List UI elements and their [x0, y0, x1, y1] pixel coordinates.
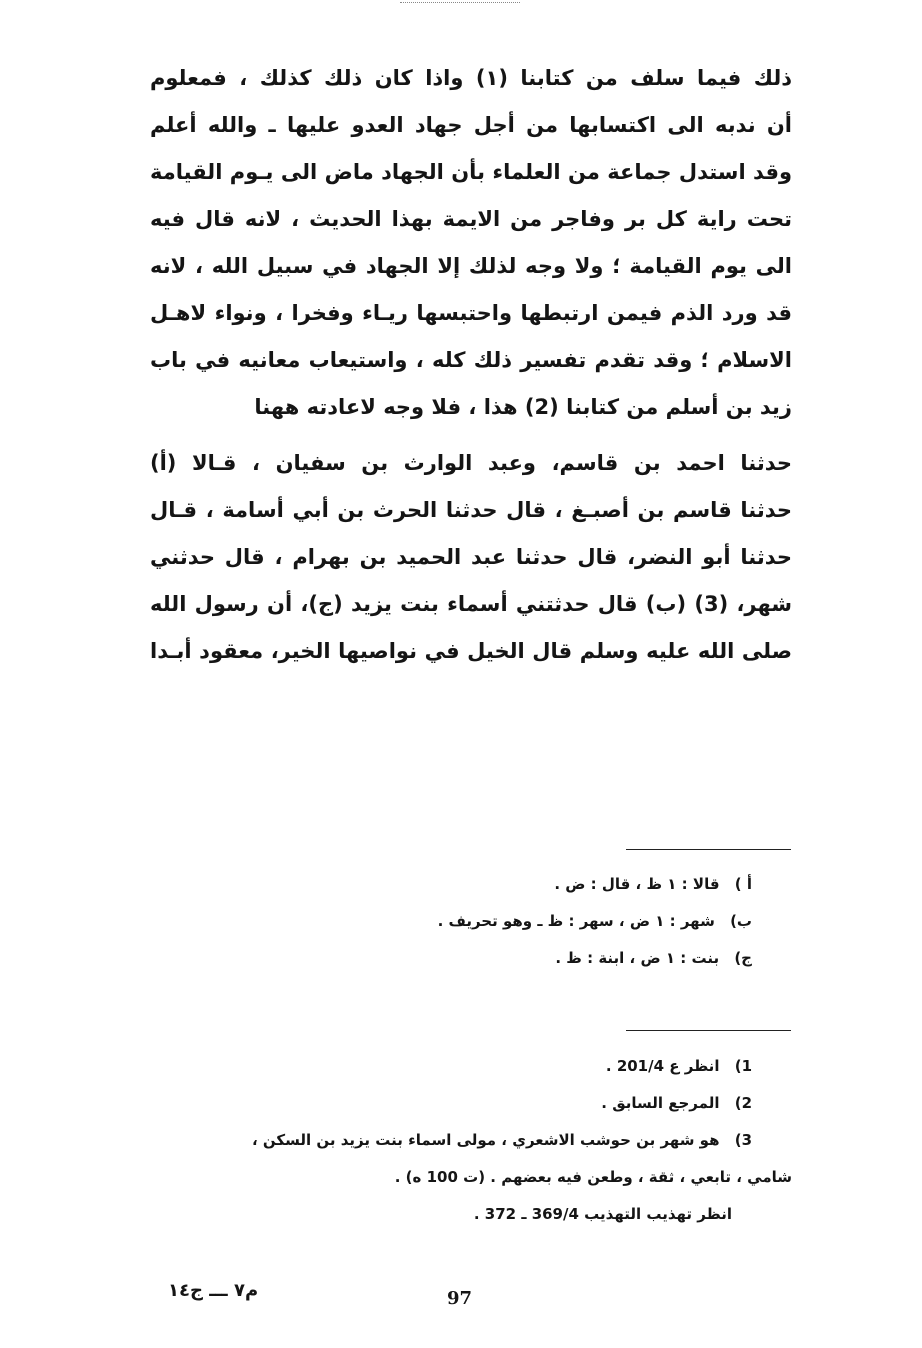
text-line: الى يوم القيامة ؛ ولا وجه لذلك إلا الجهاد في سبيل الله ، لانه: [150, 254, 792, 278]
footnote-divider: [626, 849, 791, 850]
text-line: وقد استدل جماعة من العلماء بأن الجهاد ماض الى يـوم القيامة: [150, 160, 792, 184]
text-line: أن ندبه الى اكتسابها من أجل جهاد العدو عليها ـ والله أعلم: [150, 113, 792, 137]
footnote: [438, 903, 752, 940]
footnote-continuation: [132, 1159, 792, 1196]
body-paragraph-2: [150, 440, 792, 675]
text-line: صلى الله عليه وسلم قال الخيل في نواصيها الخير، معقود أبـدا: [150, 639, 792, 663]
footnote-marker: أ ): [734, 875, 752, 893]
footnote-divider: [626, 1030, 791, 1031]
footnote-text: قالا : ١ ظ ، قال : ض .: [554, 875, 720, 893]
footnote-marker: ج): [734, 949, 752, 967]
footnote-marker: 2): [734, 1094, 752, 1112]
footnote-marker: 3): [734, 1131, 752, 1149]
reference-notes: [132, 1048, 792, 1233]
top-edge-mark: [400, 2, 520, 3]
footnote-text: شهر : ١ ض ، سهر : ظ ـ وهو تحريف .: [437, 912, 715, 930]
footnote: [438, 866, 752, 903]
page-number: 97: [447, 1288, 473, 1309]
text-line: قد ورد الذم فيمن ارتبطها واحتبسها ريـاء وفخرا ، ونواء لاهـل: [150, 301, 792, 325]
text-line: ذلك فيما سلف من كتابنا (١) واذا كان ذلك كذلك ، فمعلوم: [150, 66, 792, 90]
body-paragraph-1: [150, 55, 792, 431]
footnote: [132, 1085, 792, 1122]
footnote-marker: 1): [734, 1057, 752, 1075]
text-line: حدثنا قاسم بن أصبـغ ، قال حدثنا الحرث بن أبي أسامة ، قـال: [150, 498, 792, 522]
footnote-text: المرجع السابق .: [601, 1094, 720, 1112]
footnote: [132, 1122, 792, 1159]
text-line: تحت راية كل بر وفاجر من الايمة بهذا الحديث ، لانه قال فيه: [150, 207, 792, 231]
footnote-text: انظر ع 201/4 .: [605, 1057, 720, 1075]
text-line: حدثنا احمد بن قاسم، وعبد الوارث بن سفيان ، قـالا (أ): [150, 451, 792, 475]
variant-notes: [438, 866, 752, 977]
signature-mark: م٧ ـــ ج١٤: [168, 1280, 259, 1301]
footnote-text: انظر تهذيب التهذيب 369/4 ـ 372 .: [473, 1205, 732, 1223]
text-line: زيد بن أسلم من كتابنا (2) هذا ، فلا وجه لاعادته ههنا: [254, 395, 792, 419]
footnote-marker: ب): [730, 912, 752, 930]
footnote-text: بنت : ١ ض ، ابنة : ظ .: [555, 949, 720, 967]
footnote-continuation: [132, 1196, 792, 1233]
footnote-text: هو شهر بن حوشب الاشعري ، مولى اسماء بنت يزيد بن السكن ،: [252, 1131, 720, 1149]
text-line: شهر، (3) (ب) قال حدثتني أسماء بنت يزيد (ج)، أن رسول الله: [150, 592, 792, 616]
text-line: حدثنا أبو النضر، قال حدثنا عبد الحميد بن بهرام ، قال حدثني: [150, 545, 792, 569]
footnote: [132, 1048, 792, 1085]
text-line: الاسلام ؛ وقد تقدم تفسير ذلك كله ، واستيعاب معانيه في باب: [150, 348, 792, 372]
footnote-text: شامي ، تابعي ، ثقة ، وطعن فيه بعضهم . (ت 100 ه) .: [394, 1168, 792, 1186]
footnote: [438, 940, 752, 977]
